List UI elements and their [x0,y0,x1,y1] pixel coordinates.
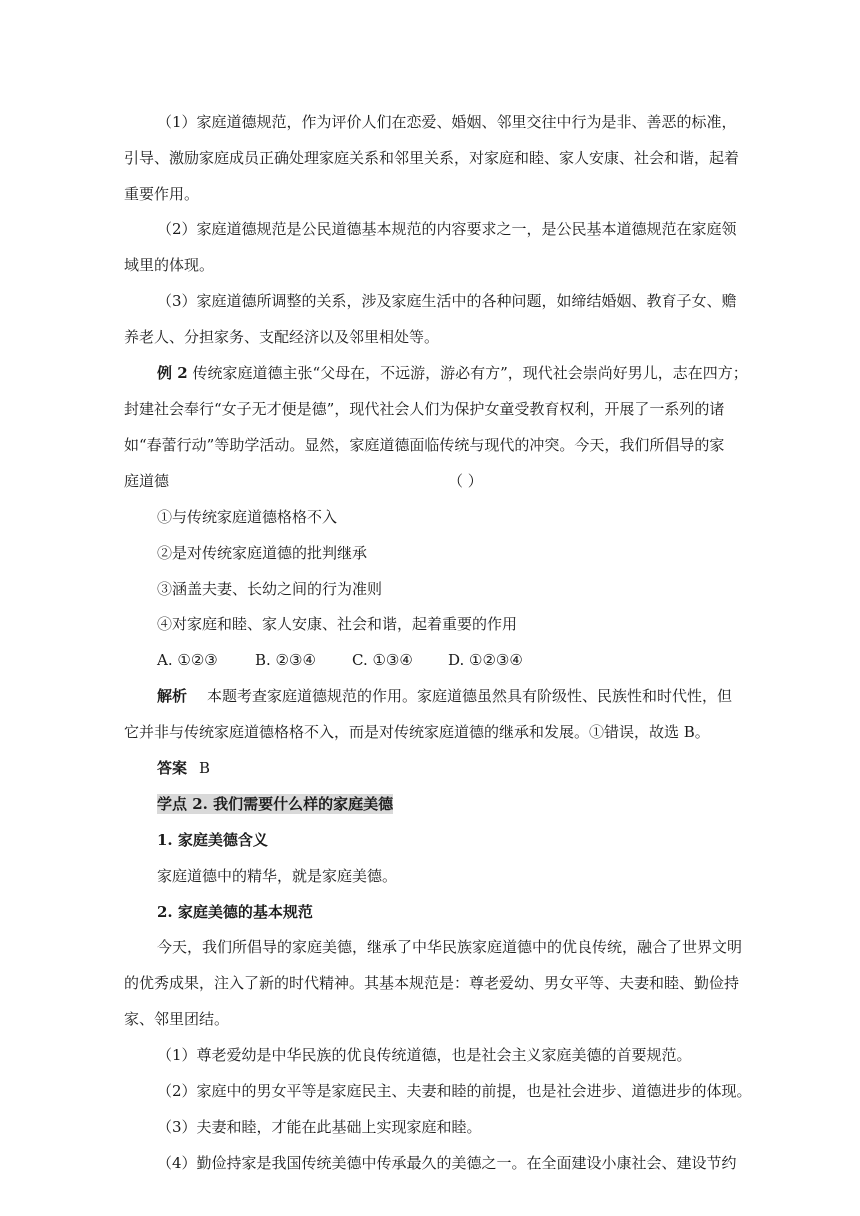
paragraph-3-line-1: （3）家庭道德所调整的关系，涉及家庭生活中的各种问题，如缔结婚姻、教育子女、赡 [157,292,737,310]
section-heading: 学点 2. 我们需要什么样的家庭美德 [157,795,394,813]
example-label: 例 2 [157,364,188,382]
subheading-1-text: 家庭道德中的精华，就是家庭美德。 [157,867,398,885]
option-1: ①与传统家庭道德格格不入 [157,508,338,526]
analysis-line-2: 它并非与传统家庭道德格格不入，而是对传统家庭道德的继承和发展。①错误，故选 B。 [124,723,710,741]
paragraph-3-line-2: 养老人、分担家务、支配经济以及邻里相处等。 [124,328,440,346]
subheading-2-line-2: 的优秀成果，注入了新的时代精神。其基本规范是：尊老爱幼、男女平等、夫妻和睦、勤俭持 [124,974,740,992]
paragraph-1-line-2: 引导、激励家庭成员正确处理家庭关系和邻里关系，对家庭和睦、家人安康、社会和谐，起着 [124,149,740,167]
answer-line [157,758,210,778]
choice-a: A. ①②③ [157,651,218,669]
norm-item-4: （4）勤俭持家是我国传统美德中传承最久的美德之一。在全面建设小康社会、建设节约 [157,1154,737,1172]
option-2: ②是对传统家庭道德的批判继承 [157,544,368,562]
choice-b: B. ②③④ [255,651,316,669]
subheading-1: 1. 家庭美德含义 [157,831,268,849]
analysis-text-1: 本题考查家庭道德规范的作用。家庭道德虽然具有阶级性、民族性和时代性，但 [207,687,733,705]
example-text-1: 传统家庭道德主张“父母在，不远游，游必有方”，现代社会崇尚好男儿，志在四方； [187,364,748,382]
paragraph-2-line-1: （2）家庭道德规范是公民道德基本规范的内容要求之一，是公民基本道德规范在家庭领 [157,220,737,238]
analysis-line-1 [157,686,732,706]
subheading-2-line-3: 家、邻里团结。 [124,1010,230,1028]
paragraph-1-line-1: （1）家庭道德规范，作为评价人们在恋爱、婚姻、邻里交往中行为是非、善恶的标准， [157,113,737,131]
choice-c: C. ①③④ [352,651,413,669]
answer-blank: （ ） [448,472,483,490]
example-line-4: 庭道德 [124,472,170,490]
norm-item-3: （3）夫妻和睦，才能在此基础上实现家庭和睦。 [157,1118,482,1136]
subheading-2-line-1: 今天，我们所倡导的家庭美德，继承了中华民族家庭道德中的优良传统，融合了世界文明 [157,938,743,956]
answer-label: 答案 [157,759,188,777]
paragraph-2-line-2: 域里的体现。 [124,256,215,274]
example-line-2: 封建社会奉行“女子无才便是德”，现代社会人们为保护女童受教育权利，开展了一系列的诸 [124,400,725,418]
norm-item-1: （1）尊老爱幼是中华民族的优良传统道德，也是社会主义家庭美德的首要规范。 [157,1046,692,1064]
subheading-2: 2. 家庭美德的基本规范 [157,903,313,921]
paragraph-1-line-3: 重要作用。 [124,185,200,203]
choice-d: D. ①②③④ [448,651,523,669]
example-line-1 [157,363,748,383]
example-line-3: 如“春蕾行动”等助学活动。显然，家庭道德面临传统与现代的冲突。今天，我们所倡导的家 [124,436,725,454]
option-3: ③涵盖夫妻、长幼之间的行为准则 [157,580,383,598]
option-4: ④对家庭和睦、家人安康、社会和谐，起着重要的作用 [157,615,518,633]
answer-value: B [199,759,211,777]
analysis-label: 解析 [157,687,188,705]
norm-item-2: （2）家庭中的男女平等是家庭民主、夫妻和睦的前提，也是社会进步、道德进步的体现。 [157,1082,752,1100]
